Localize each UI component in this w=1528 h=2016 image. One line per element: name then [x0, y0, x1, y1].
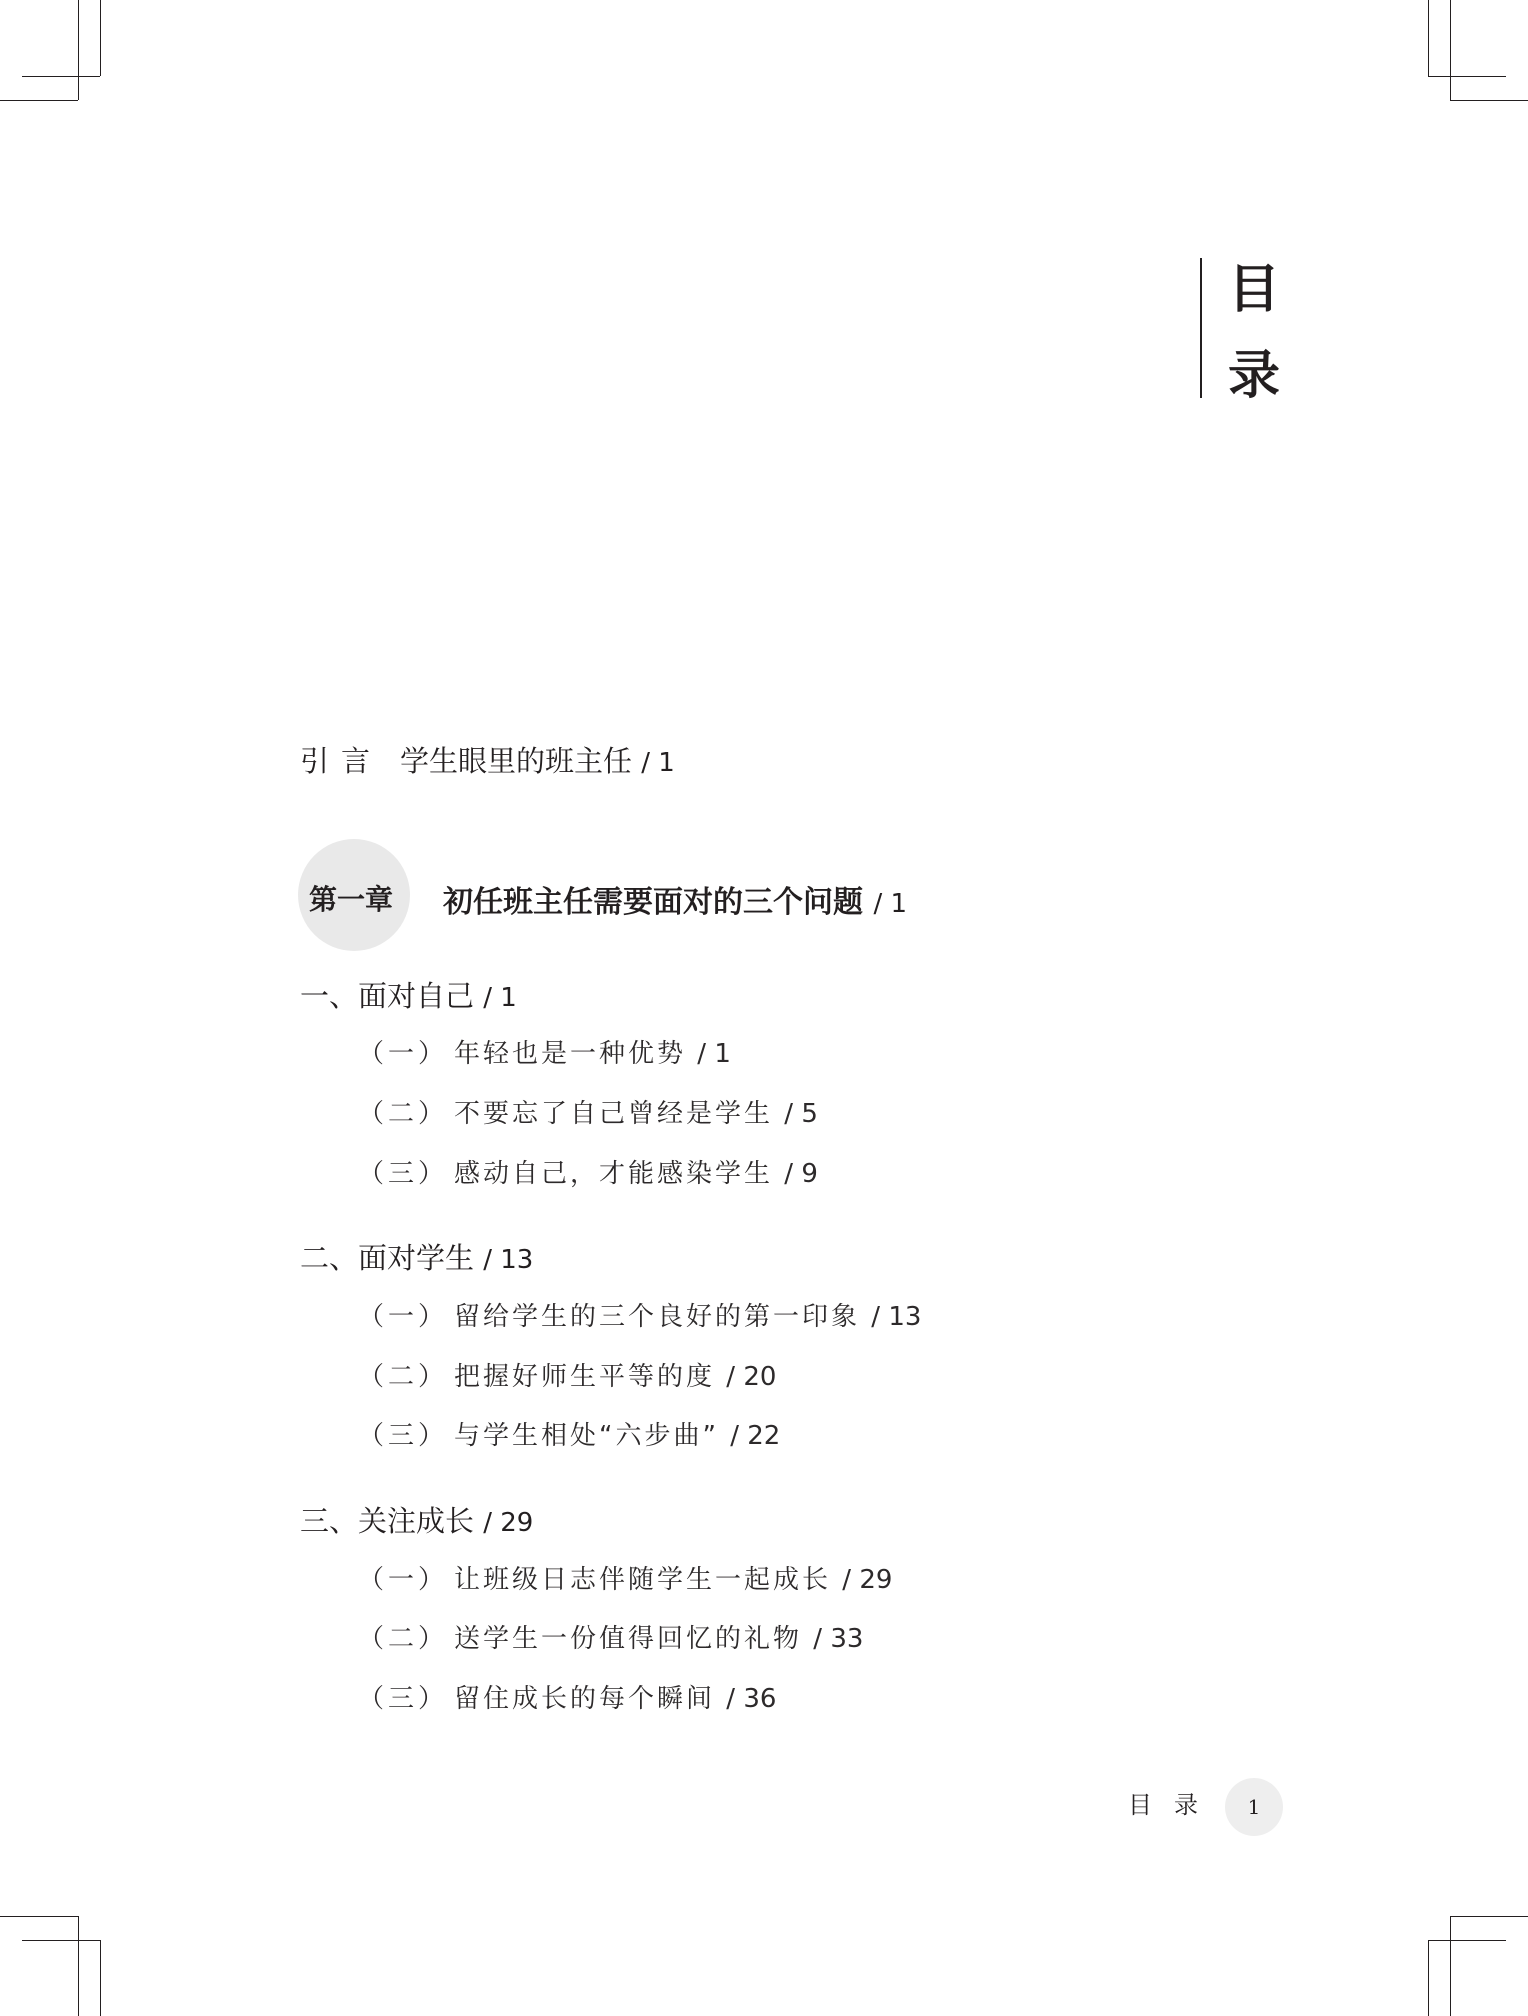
- chapter-title-text: 初任班主任需要面对的三个问题: [443, 885, 863, 920]
- toc-subsection: [358, 1686, 776, 1712]
- crop-mark: [1428, 0, 1429, 76]
- subsection-number: （三）: [358, 1684, 449, 1714]
- subsection-text: 送学生一份值得回忆的礼物: [454, 1624, 803, 1654]
- subsection-number: （二）: [358, 1099, 449, 1129]
- running-footer-label: 目录: [1128, 1791, 1220, 1819]
- title-divider: [1200, 258, 1202, 398]
- toc-subsection: [358, 1364, 776, 1390]
- page-title-char-1: 目: [1228, 260, 1281, 320]
- toc-subsection: [358, 1101, 818, 1127]
- crop-mark: [100, 1940, 101, 2016]
- subsection-number: （一）: [358, 1302, 449, 1332]
- crop-mark: [1450, 1916, 1528, 1917]
- chapter-title: [443, 877, 907, 921]
- subsection-page: / 36: [726, 1684, 777, 1714]
- toc-subsection: [358, 1041, 731, 1067]
- subsection-number: （三）: [358, 1159, 449, 1189]
- subsection-text: 不要忘了自己曾经是学生: [454, 1099, 774, 1129]
- subsection-page: / 9: [784, 1159, 818, 1189]
- chapter-label: 第一章: [309, 883, 394, 916]
- subsection-number: （三）: [358, 1421, 449, 1451]
- toc-subsection: [358, 1304, 921, 1330]
- subsection-number: （二）: [358, 1362, 449, 1392]
- subsection-text: 与学生相处“六步曲”: [454, 1421, 719, 1451]
- crop-mark: [100, 0, 101, 76]
- crop-mark: [1450, 100, 1528, 101]
- chapter-page: / 1: [873, 889, 908, 919]
- subsection-page: / 22: [730, 1421, 781, 1451]
- section-title: 二、面对学生: [300, 1241, 475, 1275]
- section-page: / 13: [483, 1245, 534, 1275]
- crop-mark: [22, 76, 100, 77]
- crop-mark: [1450, 1916, 1451, 2016]
- subsection-page: / 33: [813, 1624, 864, 1654]
- crop-mark: [1428, 1940, 1506, 1941]
- subsection-page: / 1: [697, 1039, 731, 1069]
- page-title-char-2: 录: [1228, 346, 1281, 406]
- subsection-page: / 5: [784, 1099, 818, 1129]
- subsection-page: / 20: [726, 1362, 777, 1392]
- toc-intro: [300, 744, 675, 778]
- subsection-number: （一）: [358, 1039, 449, 1069]
- section-title: 三、关注成长: [300, 1504, 475, 1538]
- subsection-page: / 13: [871, 1302, 922, 1332]
- crop-mark: [22, 1940, 100, 1941]
- crop-mark: [1428, 76, 1506, 77]
- toc-subsection: [358, 1626, 863, 1652]
- crop-mark: [1450, 0, 1451, 100]
- section-page: / 1: [483, 983, 517, 1013]
- subsection-page: / 29: [842, 1565, 893, 1595]
- crop-mark: [0, 1916, 78, 1917]
- crop-mark: [78, 1916, 79, 2016]
- intro-text: 学生眼里的班主任: [400, 744, 633, 778]
- subsection-text: 让班级日志伴随学生一起成长: [454, 1565, 832, 1595]
- toc-section: [300, 1504, 534, 1538]
- page-number: 1: [1247, 1795, 1261, 1819]
- subsection-text: 年轻也是一种优势: [454, 1039, 687, 1069]
- toc-section: [300, 979, 517, 1013]
- subsection-text: 留给学生的三个良好的第一印象: [454, 1302, 861, 1332]
- section-page: / 29: [483, 1508, 534, 1538]
- subsection-text: 留住成长的每个瞬间: [454, 1684, 716, 1714]
- intro-label: 引言: [300, 744, 383, 778]
- subsection-text: 把握好师生平等的度: [454, 1362, 716, 1392]
- crop-mark: [0, 100, 78, 101]
- toc-subsection: [358, 1161, 818, 1187]
- section-title: 一、面对自己: [300, 979, 475, 1013]
- crop-mark: [1428, 1940, 1429, 2016]
- subsection-text: 感动自己，才能感染学生: [454, 1159, 774, 1189]
- subsection-number: （一）: [358, 1565, 449, 1595]
- subsection-number: （二）: [358, 1624, 449, 1654]
- toc-subsection: [358, 1423, 780, 1449]
- toc-subsection: [358, 1567, 892, 1593]
- crop-mark: [78, 0, 79, 100]
- intro-page: / 1: [641, 748, 675, 778]
- toc-section: [300, 1241, 534, 1275]
